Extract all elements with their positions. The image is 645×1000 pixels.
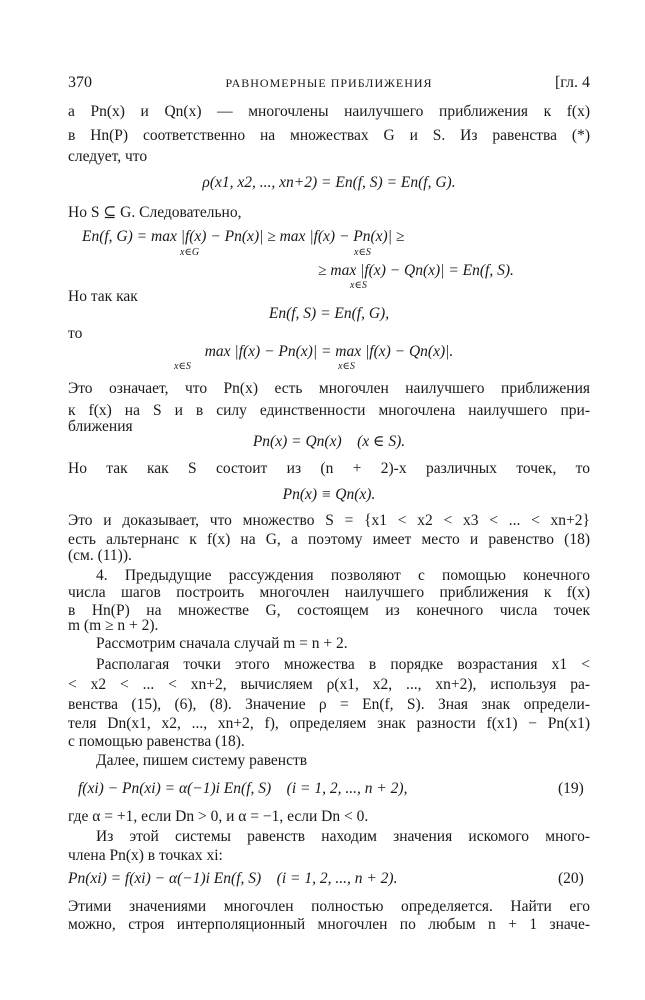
- text-line-21: венства (15), (6), (8). Значение ρ = En(f, S). Зная знак определи-: [68, 696, 590, 713]
- max-subscript-s-4: x∈S: [338, 361, 355, 372]
- text-line-8: к f(x) на S и в силу единственности многочлена наилучшего при-: [68, 402, 590, 419]
- text-line-9: ближения: [68, 418, 133, 435]
- text-line-4: Но S ⊆ G. Следовательно,: [68, 204, 242, 221]
- formula-max-equal: max |f(x) − Pn(x)| = max |f(x) − Qn(x)|.: [204, 343, 454, 360]
- max-subscript-s-2: x∈S: [350, 280, 367, 291]
- text-line-14: 4. Предыдущие рассуждения позволяют с помощью конечного: [96, 567, 590, 584]
- formula-pn-equals-qn: Pn(x) = Qn(x) (x ∈ S).: [252, 433, 406, 450]
- text-line-13: (см. (11)).: [68, 547, 132, 564]
- text-line-10: Но так как S состоит из (n + 2)-х различных точек, то: [68, 460, 590, 477]
- text-line-6: то: [68, 325, 83, 342]
- text-line-17: m (m ≥ n + 2).: [68, 617, 159, 634]
- text-line-16: в Hn(P) на множестве G, состоящем из конечного числа точек: [68, 602, 590, 619]
- text-line-22: теля Dn(x1, x2, ..., xn+2, f), определяем знак разности f(x1) − Pn(x1): [68, 715, 590, 732]
- formula-en-inequality-2: ≥ max |f(x) − Qn(x)| = En(f, S).: [318, 262, 514, 279]
- formula-en-inequality-1: En(f, G) = max |f(x) − Pn(x)| ≥ max |f(x) − Pn(x)| ≥: [82, 228, 405, 245]
- running-title: РАВНОМЕРНЫЕ ПРИБЛИЖЕНИЯ: [225, 76, 433, 90]
- text-line-25: где α = +1, если Dn > 0, и α = −1, если Dn < 0.: [68, 808, 369, 825]
- text-line-11: Это и доказывает, что множество S = {x1 < x2 < x3 < ... < xn+2}: [68, 512, 590, 529]
- chapter-marker: [гл. 4: [554, 74, 590, 91]
- formula-rho: ρ(x1, x2, ..., xn+2) = En(f, S) = En(f, G).: [202, 174, 456, 191]
- text-line-23: с помощью равенства (18).: [68, 733, 245, 750]
- text-line-1: а Pn(x) и Qn(x) — многочлены наилучшего приближения к f(x): [68, 103, 590, 120]
- text-line-18: Рассмотрим сначала случай m = n + 2.: [96, 635, 348, 652]
- text-line-26: Из этой системы равенств находим значения искомого много-: [96, 828, 590, 845]
- text-line-2: в Hn(P) соответственно на множествах G и S. Из равенства (*): [68, 127, 590, 144]
- max-subscript-s-3: x∈S: [174, 361, 191, 372]
- text-line-24: Далее, пишем систему равенств: [96, 752, 308, 769]
- formula-pn-identical-qn: Pn(x) ≡ Qn(x).: [282, 486, 376, 503]
- text-line-27: члена Pn(x) в точках xi:: [68, 847, 223, 864]
- text-line-7: Это означает, что Pn(x) есть многочлен наилучшего приближения: [68, 380, 590, 397]
- equation-number-20: (20): [558, 870, 584, 887]
- max-subscript-s-1: x∈S: [354, 247, 371, 258]
- formula-values-20: Pn(xi) = f(xi) − α(−1)i En(f, S) (i = 1, 2, ..., n + 2).: [68, 870, 398, 887]
- text-line-28: Этими значениями многочлен полностью определяется. Найти его: [68, 898, 590, 915]
- text-line-19: Располагая точки этого множества в порядке возрастания x1 <: [96, 656, 590, 673]
- page-number: 370: [68, 74, 92, 91]
- text-line-29: можно, строя интерполяционный многочлен по любым n + 1 значе-: [68, 916, 590, 933]
- text-line-12: есть альтернанс к f(x) на G, а поэтому имеет место и равенство (18): [68, 531, 590, 548]
- text-line-5: Но так как: [68, 288, 138, 305]
- max-subscript-g: x∈G: [180, 247, 200, 258]
- text-line-15: числа шагов построить многочлен наилучшего приближения к f(x): [68, 584, 590, 601]
- text-line-3: следует, что: [68, 148, 148, 165]
- equation-number-19: (19): [558, 780, 584, 797]
- formula-en-equal: En(f, S) = En(f, G),: [268, 305, 390, 322]
- text-line-20: < x2 < ... < xn+2, вычисляем ρ(x1, x2, ..., xn+2), используя ра-: [68, 676, 590, 693]
- book-page: [68, 0, 590, 1000]
- formula-system-19: f(xi) − Pn(xi) = α(−1)i En(f, S) (i = 1, 2, ..., n + 2),: [78, 780, 408, 797]
